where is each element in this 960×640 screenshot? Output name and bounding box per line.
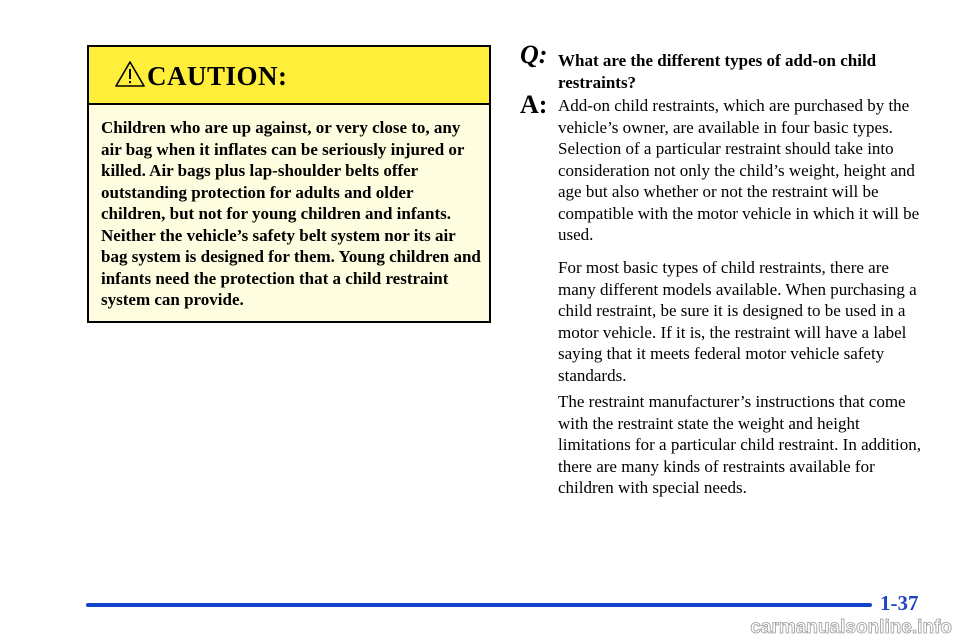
question-marker: Q:: [520, 40, 548, 69]
answer-paragraph: Add-on child restraints, which are purchased by the vehicle’s owner, are available in four basic types. Selection of a particular restraint should take into consideration not only the child’s weight, height and age but also whether or not the restraint will be compatible with the motor vehicle in which it will be used.: [558, 96, 920, 244]
footer-rule: [86, 603, 872, 607]
warning-triangle-icon: [114, 60, 146, 88]
answer-paragraph: For most basic types of child restraints, there are many different models available. When purchasing a child restraint, be sure it is designed to be used in a motor vehicle. If it is, the restraint will have a label saying that it meets federal motor vehicle safety standards.: [558, 258, 917, 385]
question-text: What are the different types of add-on child restraints?: [558, 51, 877, 92]
answer-paragraph: The restraint manufacturer’s instructions that come with the restraint state the weight and height limitations for a particular child restraint. In addition, there are many kinds of restraints available for children with special needs.: [558, 392, 922, 497]
caution-text: Children who are up against, or very close to, any air bag when it inflates can be seriously injured or killed. Air bags plus lap-shoulder belts offer outstanding protection for adults and older children, but not for young children and infants. Neither the vehicle’s safety belt system nor its air bag system is designed for them. Young children and infants need the protection that a child restraint system can provide.: [101, 118, 481, 309]
caution-header: [89, 47, 489, 105]
answer-marker: A:: [520, 90, 548, 119]
watermark: [718, 616, 954, 638]
page-number: 1-37: [880, 591, 919, 615]
caution-box: [87, 45, 491, 323]
watermark-text: carmanualsonline.info: [750, 617, 952, 638]
caution-title: CAUTION:: [147, 61, 288, 91]
